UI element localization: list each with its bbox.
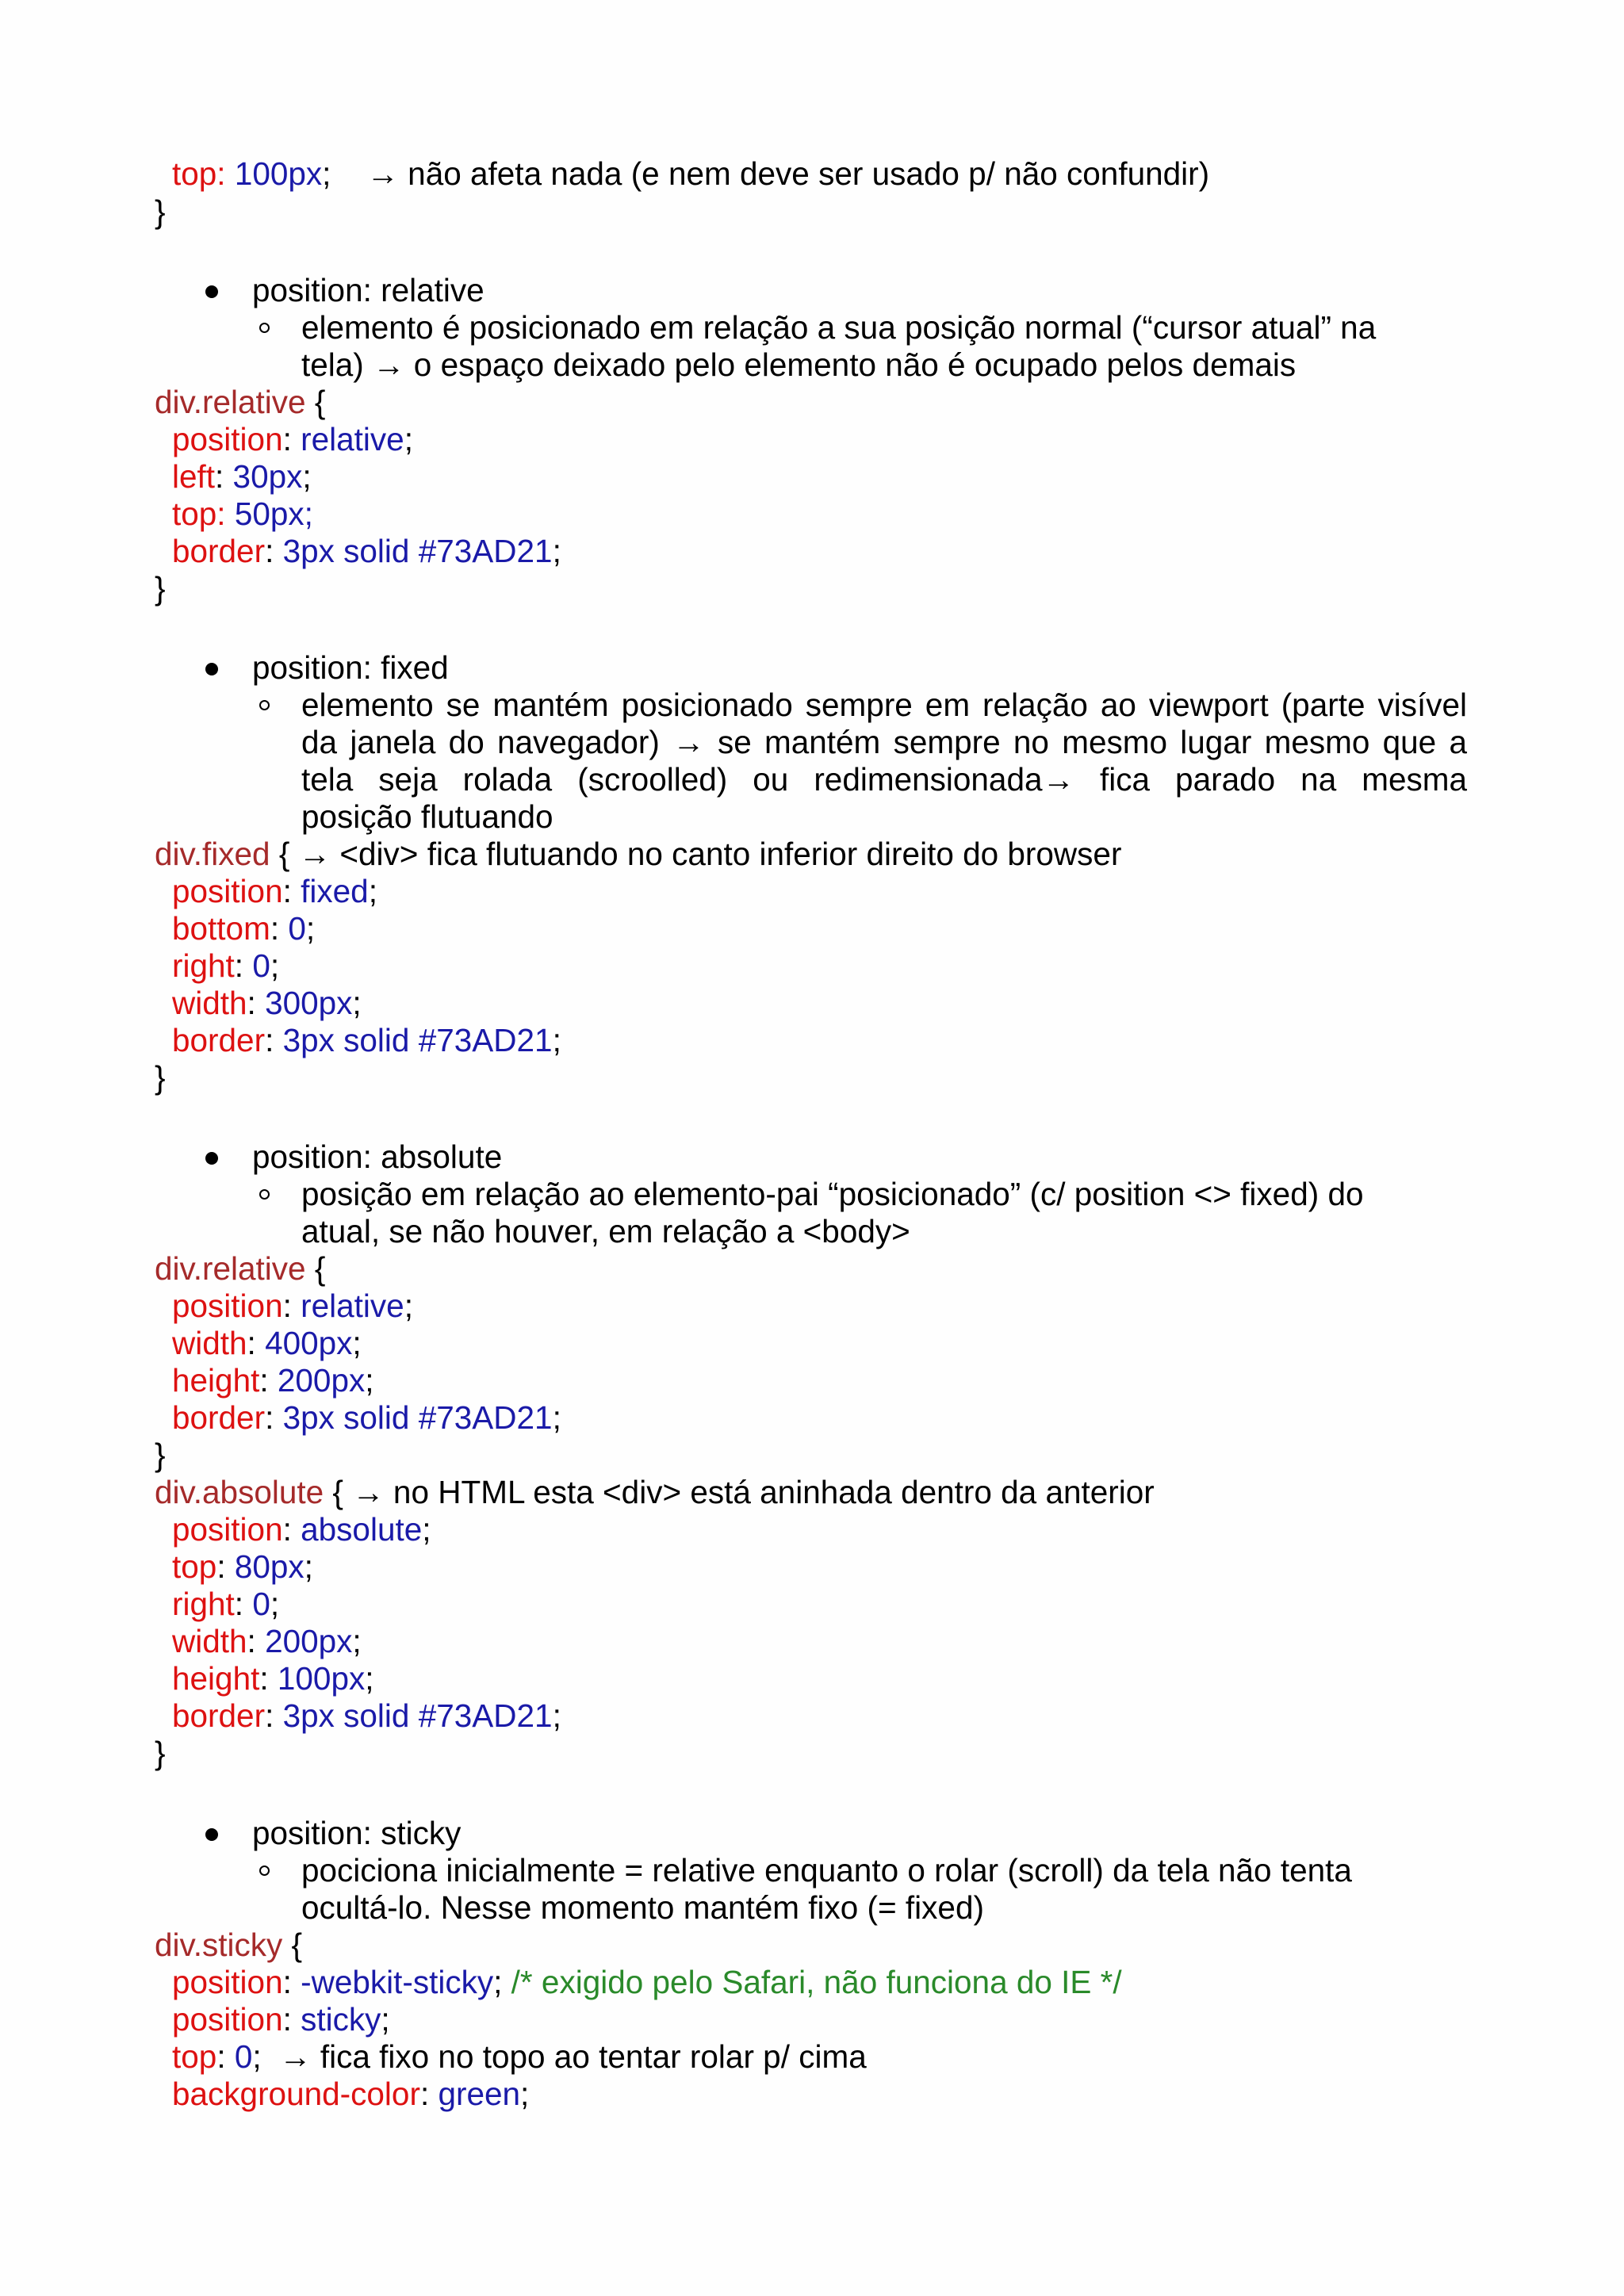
bullet-icon: [205, 285, 218, 298]
annotation: ; → não afeta nada (e nem deve ser usado p/ não confundir): [322, 155, 1210, 192]
code-line: div.sticky {: [155, 1927, 303, 1963]
code-brace: }: [155, 1437, 166, 1473]
list-item: position: relative: [252, 272, 485, 308]
code-line: [155, 1474, 1155, 1511]
code-line: div.relative {: [155, 1250, 326, 1287]
code-line: width: 300px;: [172, 985, 362, 1021]
code-line: right: 0;: [172, 1586, 280, 1622]
bullet-icon: [205, 1152, 218, 1165]
code-line: bottom: 0;: [172, 910, 316, 947]
list-subitem-cont: tela) → o espaço deixado pelo elemento não é ocupado pelos demais: [301, 346, 1297, 383]
code-line: left: 30px;: [172, 458, 312, 495]
code-line: position: fixed;: [172, 873, 377, 909]
code-line: top: 0; → fica fixo no topo ao tentar rolar p/ cima: [172, 2038, 867, 2075]
list-subitem-cont: ocultá-lo. Nesse momento mantém fixo (= fixed): [301, 1889, 984, 1926]
code-line: [155, 836, 1121, 873]
annotation: ; → fica fixo no topo ao tentar rolar p/ cima: [252, 2038, 867, 2075]
css-selector: div.relative: [155, 1250, 306, 1287]
list-subitem: pociciona inicialmente = relative enquanto o rolar (scroll) da tela não tenta: [301, 1852, 1352, 1888]
code-line: position: absolute;: [172, 1511, 431, 1548]
css-selector: div.relative: [155, 384, 306, 420]
css-selector: div.sticky: [155, 1927, 283, 1963]
list-item: position: fixed: [252, 649, 449, 686]
annotation: { → no HTML esta <div> está aninhada dentro da anterior: [324, 1474, 1155, 1510]
css-comment: /* exigido pelo Safari, não funciona do IE */: [511, 1964, 1122, 2000]
sub-bullet-icon: [259, 1189, 270, 1200]
code-line: top: 50px;: [172, 496, 313, 532]
sub-bullet-icon: [259, 700, 270, 710]
code-line: position: -webkit-sticky; /* exigido pelo Safari, não funciona do IE */: [172, 1964, 1122, 2000]
code-line: position: relative;: [172, 421, 413, 457]
code-line: border: 3px solid #73AD21;: [172, 1697, 561, 1734]
code-line: right: 0;: [172, 947, 280, 984]
list-subitem-cont: posição flutuando: [301, 798, 553, 835]
code-line: width: 400px;: [172, 1325, 362, 1361]
code-line: height: 100px;: [172, 1660, 374, 1697]
code-brace: }: [155, 193, 166, 230]
annotation: { → <div> fica flutuando no canto inferior direito do browser: [270, 836, 1122, 872]
list-item: position: absolute: [252, 1138, 503, 1175]
list-subitem: elemento se mantém posicionado sempre em relação ao viewport (parte visível: [301, 687, 1467, 723]
bullet-icon: [205, 1828, 218, 1841]
css-value: 100px: [225, 155, 323, 192]
code-brace: }: [155, 1059, 166, 1096]
code-line: border: 3px solid #73AD21;: [172, 1022, 561, 1058]
list-subitem-cont: tela seja rolada (scroolled) ou redimensionada→ fica parado na mesma: [301, 761, 1467, 798]
code-line: border: 3px solid #73AD21;: [172, 533, 561, 569]
code-line: top: 80px;: [172, 1548, 313, 1585]
code-line: position: sticky;: [172, 2001, 390, 2038]
css-selector: div.absolute: [155, 1474, 324, 1510]
code-line: div.relative {: [155, 384, 326, 420]
code-line: border: 3px solid #73AD21;: [172, 1399, 561, 1436]
css-selector: div.fixed: [155, 836, 270, 872]
list-item: position: sticky: [252, 1815, 462, 1851]
css-property: top:: [172, 155, 226, 192]
code-line: height: 200px;: [172, 1362, 374, 1399]
list-subitem-cont: atual, se não houver, em relação a <body>: [301, 1213, 910, 1249]
sub-bullet-icon: [259, 1866, 270, 1876]
code-brace: }: [155, 1735, 166, 1771]
list-subitem: posição em relação ao elemento-pai “posicionado” (c/ position <> fixed) do: [301, 1176, 1364, 1212]
code-line: [172, 155, 1209, 193]
code-line: position: relative;: [172, 1288, 413, 1324]
sub-bullet-icon: [259, 323, 270, 333]
list-subitem: elemento é posicionado em relação a sua posição normal (“cursor atual” na: [301, 309, 1377, 346]
code-brace: }: [155, 570, 166, 607]
bullet-icon: [205, 663, 218, 675]
code-line: background-color: green;: [172, 2076, 530, 2112]
code-line: width: 200px;: [172, 1623, 362, 1659]
list-subitem-cont: da janela do navegador) → se mantém sempre no mesmo lugar mesmo que a: [301, 724, 1467, 760]
